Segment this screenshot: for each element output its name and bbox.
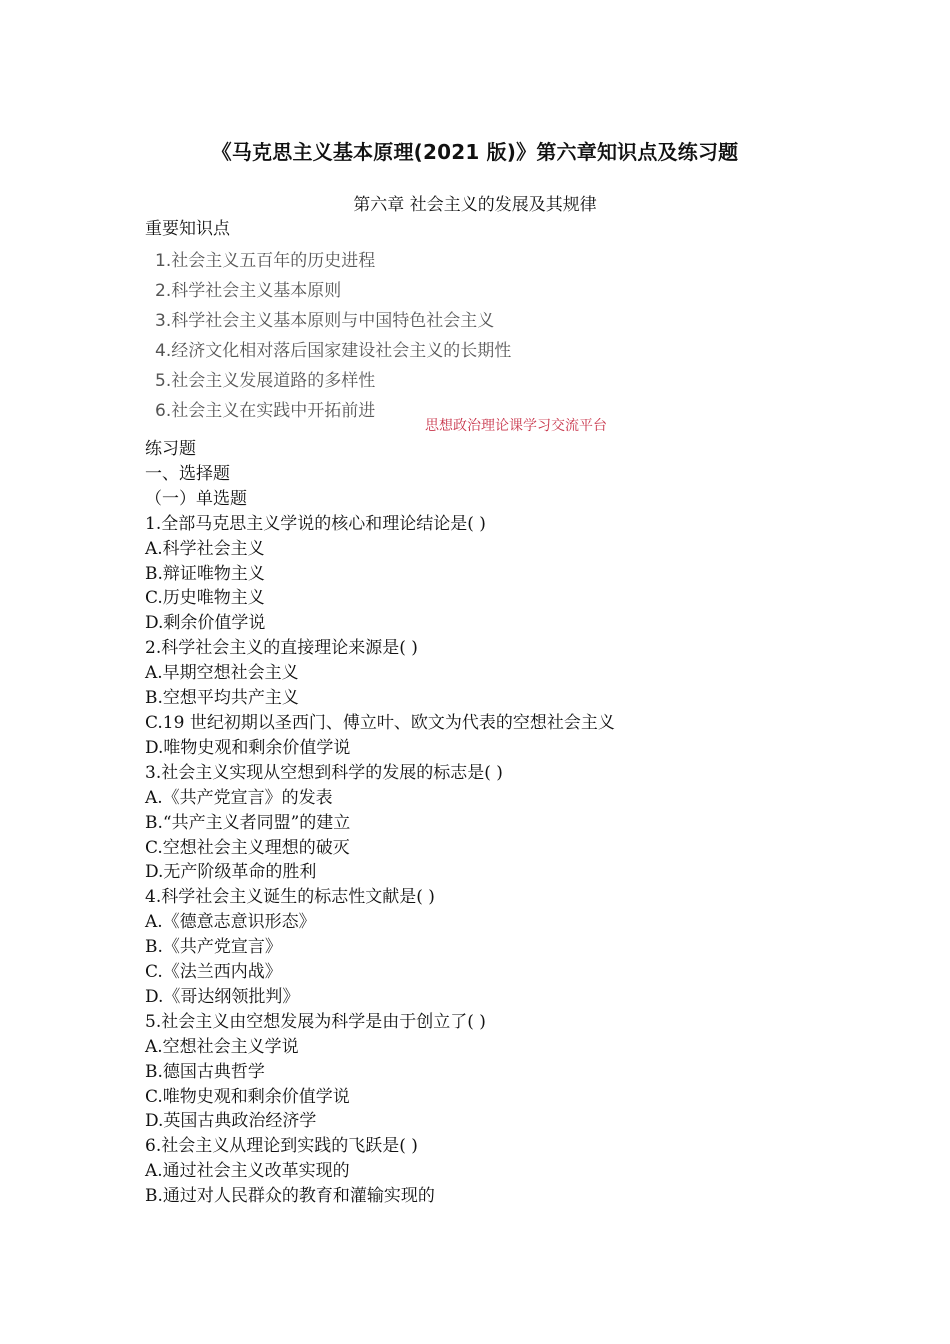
answer-option: D.唯物史观和剩余价值学说 [145, 737, 351, 758]
answer-option: C.历史唯物主义 [145, 588, 265, 609]
key-point-item: 5.社会主义发展道路的多样性 [155, 371, 376, 391]
section-heading: 一、选择题 [145, 463, 230, 484]
answer-option: A.早期空想社会主义 [145, 663, 299, 684]
answer-option: B.空想平均共产主义 [145, 688, 299, 709]
answer-option: B.“共产主义者同盟”的建立 [145, 812, 351, 833]
answer-option: D.无产阶级革命的胜利 [145, 862, 317, 883]
answer-option: A.《共产党宣言》的发表 [145, 787, 333, 808]
key-point-item: 3.科学社会主义基本原则与中国特色社会主义 [155, 311, 495, 331]
watermark-text: 思想政治理论课学习交流平台 [425, 418, 607, 434]
answer-option: C.空想社会主义理想的破灭 [145, 837, 350, 858]
question-text: 2.科学社会主义的直接理论来源是( ) [145, 638, 418, 659]
answer-option: B.德国古典哲学 [145, 1061, 265, 1082]
key-point-item: 1.社会主义五百年的历史进程 [155, 251, 376, 271]
key-points-label: 重要知识点 [145, 219, 230, 239]
question-text: 5.社会主义由空想发展为科学是由于创立了( ) [145, 1011, 486, 1032]
key-point-item: 4.经济文化相对落后国家建设社会主义的长期性 [155, 341, 512, 361]
answer-option: A.通过社会主义改革实现的 [145, 1161, 350, 1182]
document-title: 《马克思主义基本原理(2021 版)》第六章知识点及练习题 [211, 140, 739, 164]
question-text: 1.全部马克思主义学说的核心和理论结论是( ) [145, 513, 486, 534]
answer-option: C.唯物史观和剩余价值学说 [145, 1086, 350, 1107]
question-text: 3.社会主义实现从空想到科学的发展的标志是( ) [145, 762, 503, 783]
answer-option: D.英国古典政治经济学 [145, 1111, 317, 1132]
answer-option: A.科学社会主义 [145, 538, 265, 559]
exercise-section [145, 437, 845, 1209]
question-text: 6.社会主义从理论到实践的飞跃是( ) [145, 1136, 418, 1157]
answer-option: C.《法兰西内战》 [145, 962, 282, 983]
key-points-image [145, 243, 635, 440]
answer-option: B.通过对人民群众的教育和灌输实现的 [145, 1186, 435, 1207]
key-point-item: 2.科学社会主义基本原则 [155, 281, 342, 301]
answer-option: B.辩证唯物主义 [145, 563, 265, 584]
subsection-heading: （一）单选题 [145, 488, 247, 509]
chapter-heading: 第六章 社会主义的发展及其规律 [353, 195, 597, 215]
answer-option: A.空想社会主义学说 [145, 1036, 299, 1057]
answer-option: B.《共产党宣言》 [145, 937, 282, 958]
key-point-item: 6.社会主义在实践中开拓前进 [155, 401, 376, 421]
answer-option: D.《哥达纲领批判》 [145, 986, 300, 1007]
answer-option: D.剩余价值学说 [145, 613, 266, 634]
exercise-heading: 练习题 [145, 439, 196, 459]
answer-option: C.19 世纪初期以圣西门、傅立叶、欧文为代表的空想社会主义 [145, 712, 615, 733]
answer-option: A.《德意志意识形态》 [145, 912, 316, 933]
question-text: 4.科学社会主义诞生的标志性文献是( ) [145, 887, 435, 908]
